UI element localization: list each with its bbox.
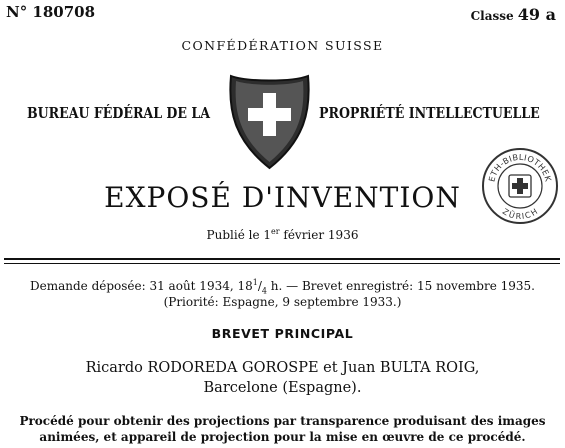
published-suffix: février 1936	[279, 228, 359, 242]
priority-info: (Priorité: Espagne, 9 septembre 1933.)	[163, 295, 402, 309]
class-number: 49 a	[517, 5, 556, 24]
confederation-heading: CONFÉDÉRATION SUISSE	[181, 38, 384, 53]
bureau-heading-left: BUREAU FÉDÉRAL DE LA	[27, 104, 211, 122]
divider-thin	[4, 263, 560, 264]
publication-date	[0, 227, 565, 242]
document-title: EXPOSÉ D'INVENTION	[104, 181, 461, 214]
deposit-fraction-numerator: 1	[252, 278, 258, 287]
inventor-location: Barcelone (Espagne).	[203, 380, 362, 396]
stamp-text: ETH-BIBLIOTHEK	[486, 151, 554, 183]
filing-info: Demande déposée: 31 août 1934, $18^1/_4$ h. — Brevet enregistré: 15 novembre 1935.	[29, 278, 535, 296]
inventor-names: Ricardo RODOREDA GOROSPE et Juan BULTA ROIG,	[85, 360, 480, 376]
published-prefix: Publié le 1	[206, 228, 271, 242]
swiss-shield-icon	[227, 72, 312, 172]
patent-type-heading: BREVET PRINCIPAL	[211, 326, 354, 341]
class-prefix: Classe	[470, 9, 514, 23]
divider-thick	[4, 258, 560, 260]
stamp-city: ZÜRICH	[500, 206, 540, 222]
invention-title-line-1: Procédé pour obtenir des projections par transparence produisant des images	[19, 414, 546, 428]
deposit-prefix: Demande déposée: 31 août 1934, 18	[29, 279, 253, 293]
bureau-heading-right: PROPRIÉTÉ INTELLECTUELLE	[319, 104, 540, 122]
published-superscript: er	[271, 227, 280, 236]
patent-class	[471, 5, 556, 24]
invention-title-line-2: animées, et appareil de projection pour la mise en œuvre de ce procédé.	[39, 430, 526, 444]
deposit-fraction-denominator: 4	[261, 286, 267, 296]
patent-number: N° 180708	[6, 3, 96, 21]
deposit-suffix: h. — Brevet enregistré: 15 novembre 1935.	[266, 279, 535, 293]
